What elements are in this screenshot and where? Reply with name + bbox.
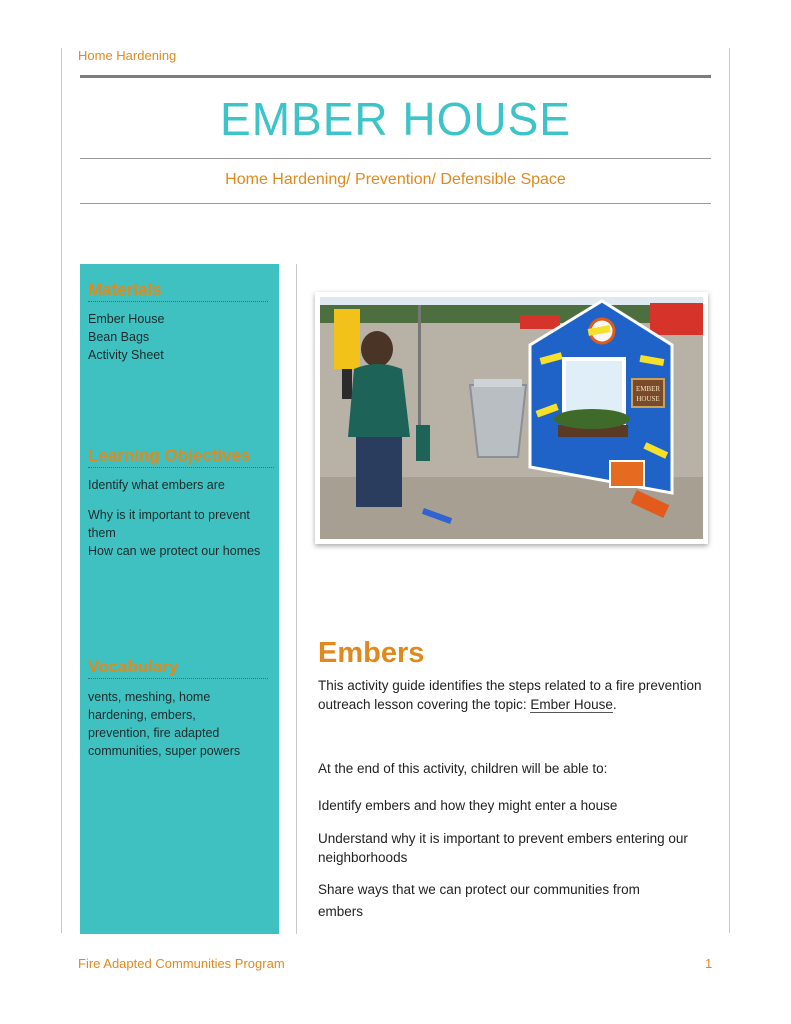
ember-house-photo-illustration [320,297,703,539]
top-rule [80,75,711,78]
outcome-item: Identify embers and how they might enter a house [318,798,618,813]
sign-text-line-1: EMBER [635,385,661,393]
child-head [361,331,393,367]
objective-item: Identify what embers are [88,478,225,492]
section-heading-embers: Embers [318,637,425,669]
page-title: EMBER HOUSE [220,93,571,145]
objectives-heading: Learning Objectives [88,446,274,468]
column-divider [296,264,297,934]
materials-item: Activity Sheet [88,348,164,362]
materials-item: Ember House [88,312,165,326]
objective-item: Why is it important to prevent them [88,508,250,540]
fire-truck [650,303,703,335]
child-arm [416,425,430,461]
page-subtitle: Home Hardening/ Prevention/ Defensible Space [225,171,566,188]
person-yellow [334,309,360,369]
right-margin-line [729,48,730,933]
ember-house-link[interactable]: Ember House [530,697,613,712]
person-yellow-legs [342,369,352,399]
title-rule-top [80,158,711,159]
intro-text-end: . [612,697,617,712]
vocabulary-text: vents, meshing, home hardening, embers, prevention, fire adapted communities, super powers [88,690,241,758]
title-rule-bottom [80,203,711,204]
outcome-item: Understand why it is important to prevent embers entering our neighborhoods [318,831,688,865]
intro-text: This activity guide identifies the steps related to a fire prevention outreach lesson covering the topic: [318,678,702,712]
trash-can [470,385,526,457]
tent-pole [418,305,421,425]
child-jeans [356,437,402,507]
sidebar [80,264,279,934]
left-margin-line [61,48,62,933]
vocabulary-heading: Vocabulary [88,657,268,679]
intro-paragraph [318,676,708,714]
materials-list [88,310,274,364]
fire-truck-far [520,315,560,329]
materials-heading: Materials [88,280,268,302]
ember-house-photo [315,292,708,544]
footer-program: Fire Adapted Communities Program [78,956,285,971]
sign-text-line-2: HOUSE [636,395,660,403]
child-jacket [348,364,410,437]
vent-box [610,461,644,487]
footer-page-number: 1 [705,956,713,971]
outcome-item: Share ways that we can protect our communities from embers [318,882,640,919]
objectives-list [88,476,274,560]
flower-box-plants [554,409,630,429]
objective-item: How can we protect our homes [88,544,261,558]
trash-can-rim [474,379,522,387]
outcomes-lead: At the end of this activity, children will be able to: [318,761,608,776]
header-section-label: Home Hardening [78,48,177,63]
materials-item: Bean Bags [88,330,150,344]
